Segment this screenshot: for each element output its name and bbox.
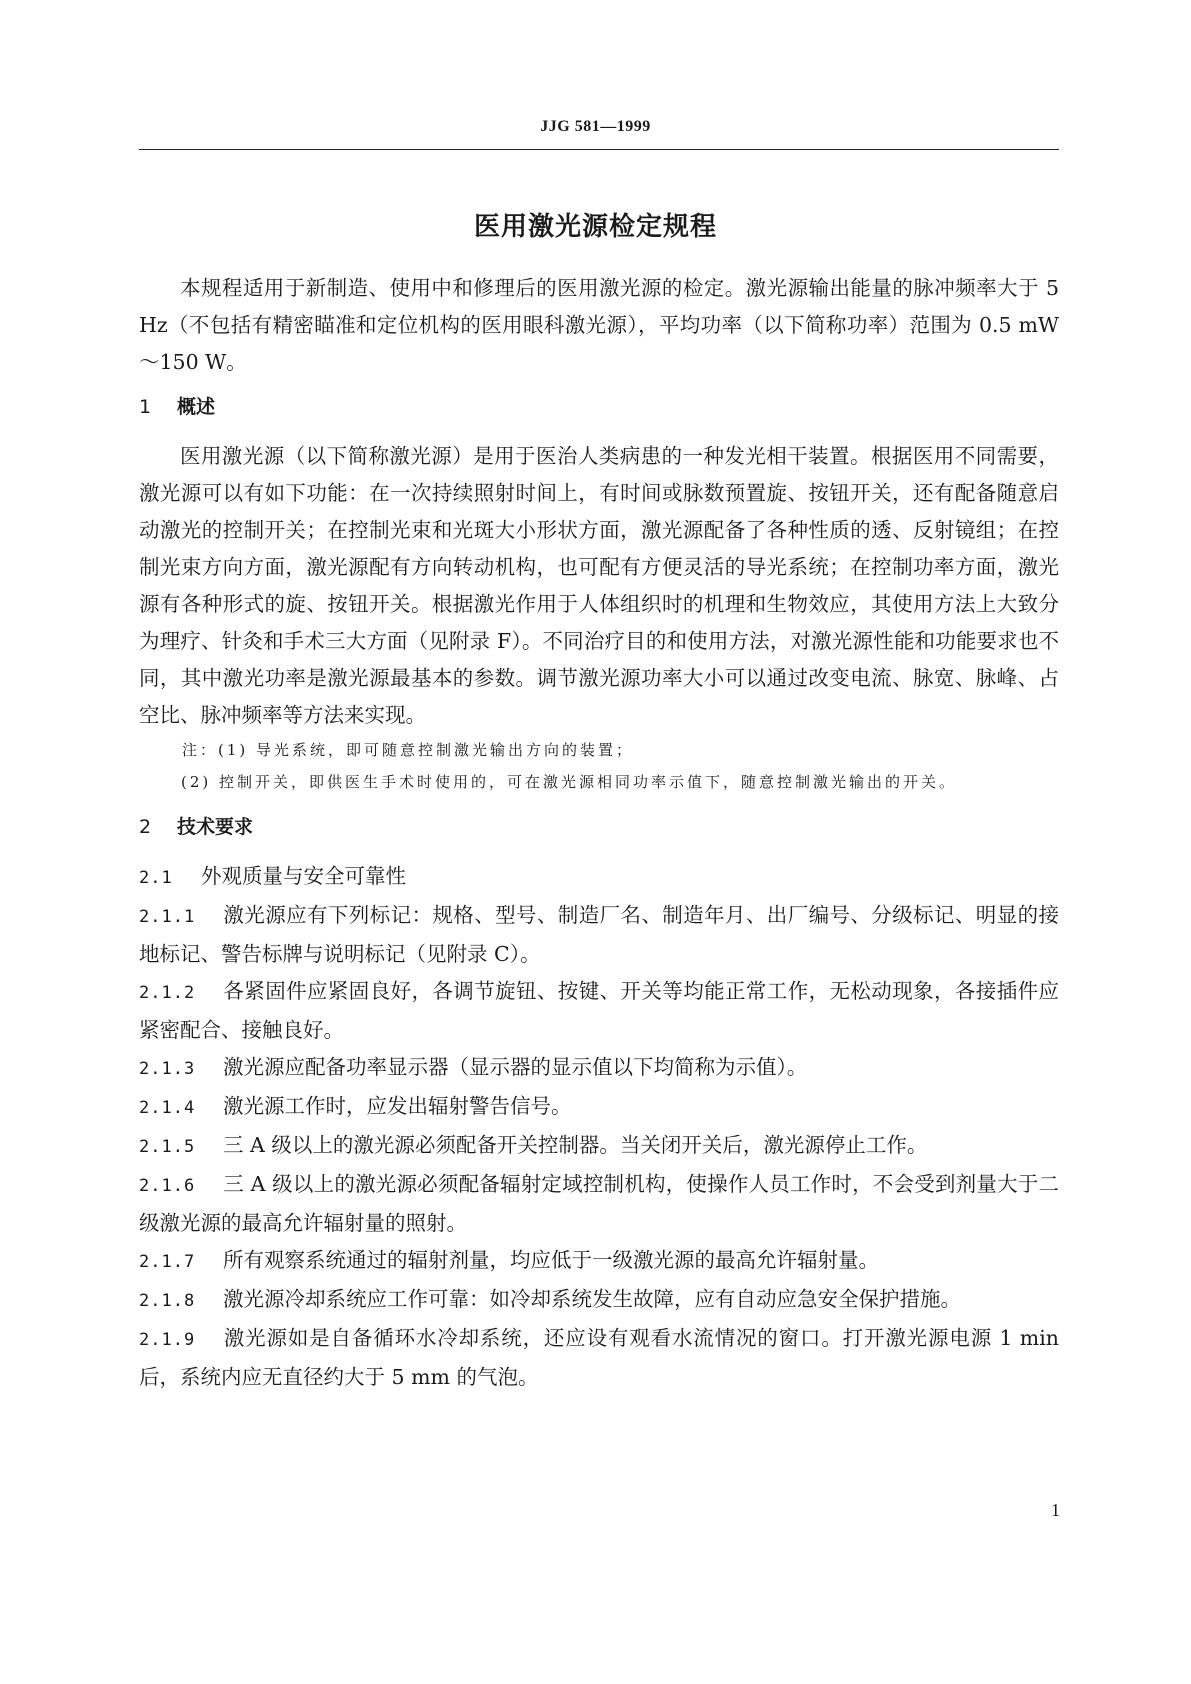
- clause-text: 外观质量与安全可靠性: [201, 864, 406, 888]
- section-1-body: 医用激光源（以下简称激光源）是用于医治人类病患的一种发光相干装置。根据医用不同需要，激光源可以有如下功能：在一次持续照射时间上，有时间或脉数预置旋、按钮开关，还有配备随意启动激光的控制开关；在控制光束和光斑大小形状方面，激光源配备了各种性质的透、反射镜组；在控制光束方向方面，激光源配有方向转动机构，也可配有方便灵活的导光系统；在控制功率方面，激光源有各种形式的旋、按钮开关。根据激光作用于人体组织时的机理和生物效应，其使用方法上大致分为理疗、针灸和手术三大方面（见附录 F）。不同治疗目的和使用方法，对激光源性能和功能要求也不同，其中激光功率是激光源最基本的参数。调节激光源功率大小可以通过改变电流、脉宽、脉峰、占空比、脉冲频率等方法来实现。: [139, 444, 1059, 727]
- section-2-heading: [139, 810, 1059, 844]
- clause-2-1-4: [139, 1088, 1059, 1127]
- clause-number: 2.1.5: [139, 1137, 196, 1157]
- note-1: 注：(1) 导光系统，即可随意控制激光输出方向的装置；: [182, 741, 635, 759]
- clause-number: 2.1.1: [139, 907, 196, 927]
- clause-2-1-6: [139, 1166, 1059, 1242]
- clause-text: 三 A 级以上的激光源必须配备开关控制器。当关闭开关后，激光源停止工作。: [223, 1133, 928, 1157]
- section-1-title: 概述: [177, 396, 216, 418]
- clause-2-1-5: [139, 1127, 1059, 1166]
- clause-2-1-7: [139, 1242, 1059, 1281]
- clause-text: 激光源应配备功率显示器（显示器的显示值以下均简称为示值）。: [223, 1055, 808, 1079]
- clause-text: 各紧固件应紧固良好，各调节旋钮、按键、开关等均能正常工作，无松动现象，各接插件应紧密配合、接触良好。: [139, 979, 1059, 1042]
- clause-number: 2.1.9: [139, 1330, 196, 1350]
- clause-text: 三 A 级以上的激光源必须配备辐射定域控制机构，使操作人员工作时，不会受到剂量大于二级激光源的最高允许辐射量的照射。: [139, 1172, 1059, 1235]
- clause-number: 2.1.6: [139, 1176, 196, 1196]
- header-divider: [139, 149, 1059, 150]
- subsection-2-1: [139, 858, 1059, 897]
- document-title: 医用激光源检定规程: [473, 212, 717, 242]
- intro-paragraph: 本规程适用于新制造、使用中和修理后的医用激光源的检定。激光源输出能量的脉冲频率大于 5 Hz（不包括有精密瞄准和定位机构的医用眼科激光源），平均功率（以下简称功率）范围为 0.5 mW～150 W。: [139, 276, 1059, 374]
- section-2-title: 技术要求: [177, 816, 254, 838]
- clause-2-1-8: [139, 1281, 1059, 1320]
- clause-number: 2.1.3: [139, 1059, 196, 1079]
- clause-number: 2.1.8: [139, 1291, 196, 1311]
- clause-number: 2.1: [139, 868, 173, 888]
- page-number: 1: [1051, 1500, 1060, 1520]
- clause-2-1-9: [139, 1320, 1059, 1396]
- document-code-header: JJG 581—1999: [540, 118, 651, 135]
- clause-2-1-2: [139, 973, 1059, 1049]
- document-body: [139, 270, 1059, 1396]
- clause-text: 激光源工作时，应发出辐射警告信号。: [223, 1094, 572, 1118]
- clause-number: 2.1.2: [139, 983, 196, 1003]
- clause-number: 2.1.7: [139, 1252, 196, 1272]
- note-2: (2) 控制开关，即供医生手术时使用的，可在激光源相同功率示值下，随意控制激光输出的开关。: [181, 773, 958, 791]
- clause-2-1-1: [139, 897, 1059, 973]
- section-1-notes: [139, 734, 1059, 798]
- clause-2-1-3: [139, 1049, 1059, 1088]
- section-1-heading: [139, 390, 1059, 424]
- section-2-number: 2: [139, 816, 152, 838]
- clause-text: 激光源应有下列标记：规格、型号、制造厂名、制造年月、出厂编号、分级标记、明显的接地标记、警告标牌与说明标记（见附录 C）。: [139, 903, 1059, 966]
- clause-text: 激光源冷却系统应工作可靠：如冷却系统发生故障，应有自动应急安全保护措施。: [223, 1287, 961, 1311]
- clause-text: 激光源如是自备循环水冷却系统，还应设有观看水流情况的窗口。打开激光源电源 1 min 后，系统内应无直径约大于 5 mm 的气泡。: [139, 1326, 1059, 1389]
- clause-number: 2.1.4: [139, 1098, 196, 1118]
- clause-text: 所有观察系统通过的辐射剂量，均应低于一级激光源的最高允许辐射量。: [223, 1248, 879, 1272]
- section-1-number: 1: [139, 396, 152, 418]
